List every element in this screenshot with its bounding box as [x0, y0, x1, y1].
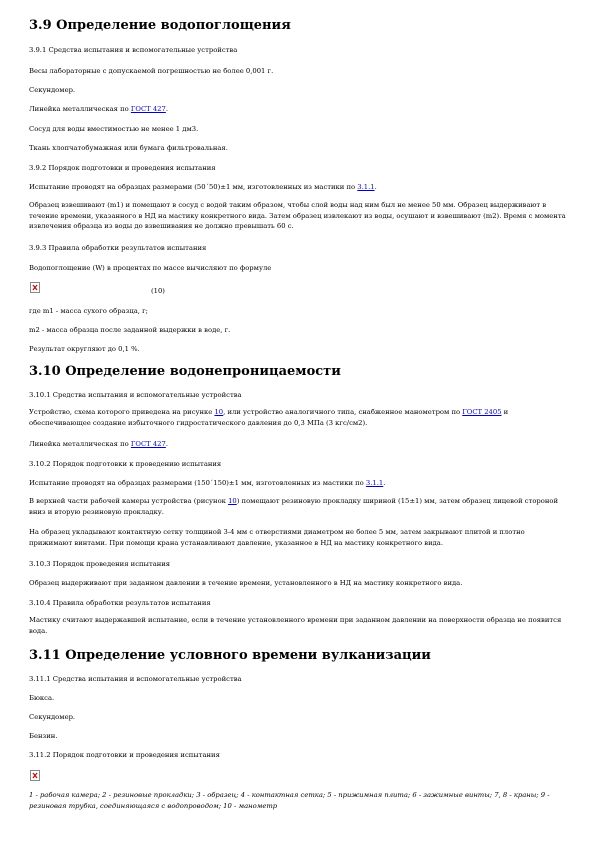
- gost-427-link[interactable]: ГОСТ 427: [130, 105, 166, 113]
- gost-427-link-2[interactable]: ГОСТ 427: [130, 440, 166, 448]
- formula-number: (10): [151, 287, 165, 295]
- figure-legend: 1 - рабочая камера; 2 - резиновые прокладки; 3 - образец; 4 - контактная сетка; 5 - прижимная плита; 6 - зажимные винты; 7, 8 - краны; 9 - резиновая трубка, соединяющаяся с водопроводом; 10 - манометр: [29, 791, 550, 810]
- ruler-text-2-end: .: [165, 440, 169, 448]
- device-text: Устройство, схема которого приведена на рисунке: [29, 408, 215, 416]
- paragraph-test-samples-2: [29, 479, 385, 487]
- paragraph-mesh: На образец укладывают контактную сетку толщиной 3-4 мм с отверстиями диаметром не более 5 мм, затем закрывают плитой и плотно прижимают винтами. При помощи крана устанавливают давление, указанное в НД на мастику конкретного вида.: [29, 528, 525, 547]
- device-text-end: и обеспечивающее создание избыточного гидростатического давления до 0,3 МПа (3 кгс/см2).: [29, 408, 509, 427]
- test-samples-2-text: Испытание проводят на образцах размерами (150´150)±1 мм, изготовленных из мастики по: [29, 479, 366, 487]
- test-samples-text-end: .: [374, 183, 377, 191]
- subheading-3-10-3: 3.10.3 Порядок проведения испытания: [29, 560, 171, 568]
- section-heading-3-10: 3.10 Определение водонепроницаемости: [29, 364, 341, 379]
- paragraph-hold: Образец выдерживают при заданном давлении в течение времени, установленного в НД на мастику конкретного вида.: [29, 579, 463, 587]
- paragraph-where-m2: m2 - масса образца после заданной выдержки в воде, г.: [29, 326, 231, 334]
- paragraph-formula-intro: Водопоглощение (W) в процентах по массе вычисляют по формуле: [29, 264, 272, 272]
- paragraph-ruler-2: [29, 440, 168, 448]
- clause-3-1-1-link[interactable]: 3.1.1: [357, 183, 375, 191]
- paragraph-stopwatch: Секундомер.: [29, 86, 76, 94]
- subheading-3-9-1: 3.9.1 Средства испытания и вспомогательные устройства: [29, 46, 238, 54]
- paragraph-result: Мастику считают выдержавшей испытание, если в течение установленного времени при заданном давлении на поверхности образца не появится вода.: [29, 616, 562, 635]
- paragraph-bath: Бюкса.: [29, 694, 55, 702]
- subheading-3-10-1: 3.10.1 Средства испытания и вспомогательные устройства: [29, 391, 242, 399]
- paragraph-rounding: Результат округляют до 0,1 %.: [29, 345, 140, 353]
- paragraph-ruler: [29, 105, 168, 113]
- test-samples-text: Испытание проводят на образцах размерами (50´50)±1 мм, изготовленных из мастики по: [29, 183, 358, 191]
- subheading-3-10-4: 3.10.4 Правила обработки результатов испытания: [29, 599, 211, 607]
- paragraph-cloth: Ткань хлопчатобумажная или бумага фильтровальная.: [29, 144, 228, 152]
- paragraph-petrol: Бензин.: [29, 732, 58, 740]
- paragraph-where-m1: где m1 - масса сухого образца, г;: [29, 307, 148, 315]
- ruler-text: Линейка металлическая по: [29, 105, 131, 113]
- paragraph-vessel: Сосуд для воды вместимостью не менее 1 дм3.: [29, 125, 199, 133]
- clause-3-1-1-link-2[interactable]: 3.1.1: [365, 479, 384, 487]
- section-heading-3-11: 3.11 Определение условного времени вулканизации: [29, 648, 431, 663]
- broken-image-icon: [30, 770, 40, 781]
- paragraph-stopwatch-2: Секундомер.: [29, 713, 76, 721]
- figure-10-link[interactable]: 10: [214, 408, 224, 416]
- ruler-text-end: .: [165, 105, 169, 113]
- paragraph-scales: Весы лабораторные с допускаемой погрешностью не более 0,001 г.: [29, 67, 274, 75]
- test-samples-2-text-end: .: [383, 479, 386, 487]
- subheading-3-11-1: 3.11.1 Средства испытания и вспомогательные устройства: [29, 675, 242, 683]
- gasket-text-end: ) помещают резиновую прокладку шириной (15±1) мм, затем образец лицевой стороной вниз и вторую резиновую прокладку.: [29, 497, 559, 516]
- ruler-text-2: Линейка металлическая по: [29, 440, 131, 448]
- paragraph-device: [29, 407, 569, 428]
- paragraph-test-samples: [29, 183, 377, 191]
- gasket-text: В верхней части рабочей камеры устройства (рисунок: [29, 497, 229, 505]
- subheading-3-10-2: 3.10.2 Порядок подготовки к проведению испытания: [29, 460, 222, 468]
- subheading-3-11-2: 3.11.2 Порядок подготовки и проведения испытания: [29, 751, 220, 759]
- paragraph-procedure: Образец взвешивают (m1) и помещают в сосуд с водой таким образом, чтобы слой воды над ним был не менее 50 мм. Образец выдерживают в течение времени, указанного в НД на мастику конкретного вида. Затем образец извлекают из воды, осушают и взвешивают (m2). Время с момента извлечения образца из воды до взвешивания не должно превышать 60 с.: [29, 201, 566, 231]
- device-text-mid: , или устройство аналогичного типа, снабженное манометром по: [223, 408, 463, 416]
- section-heading-3-9: 3.9 Определение водопоглощения: [29, 18, 291, 33]
- subheading-3-9-3: 3.9.3 Правила обработки результатов испытания: [29, 244, 207, 252]
- subheading-3-9-2: 3.9.2 Порядок подготовки и проведения испытания: [29, 164, 216, 172]
- figure-10-link-2[interactable]: 10: [228, 497, 237, 505]
- gost-2405-link[interactable]: ГОСТ 2405: [462, 408, 502, 416]
- paragraph-gasket: [29, 496, 569, 517]
- broken-image-icon: [30, 282, 40, 293]
